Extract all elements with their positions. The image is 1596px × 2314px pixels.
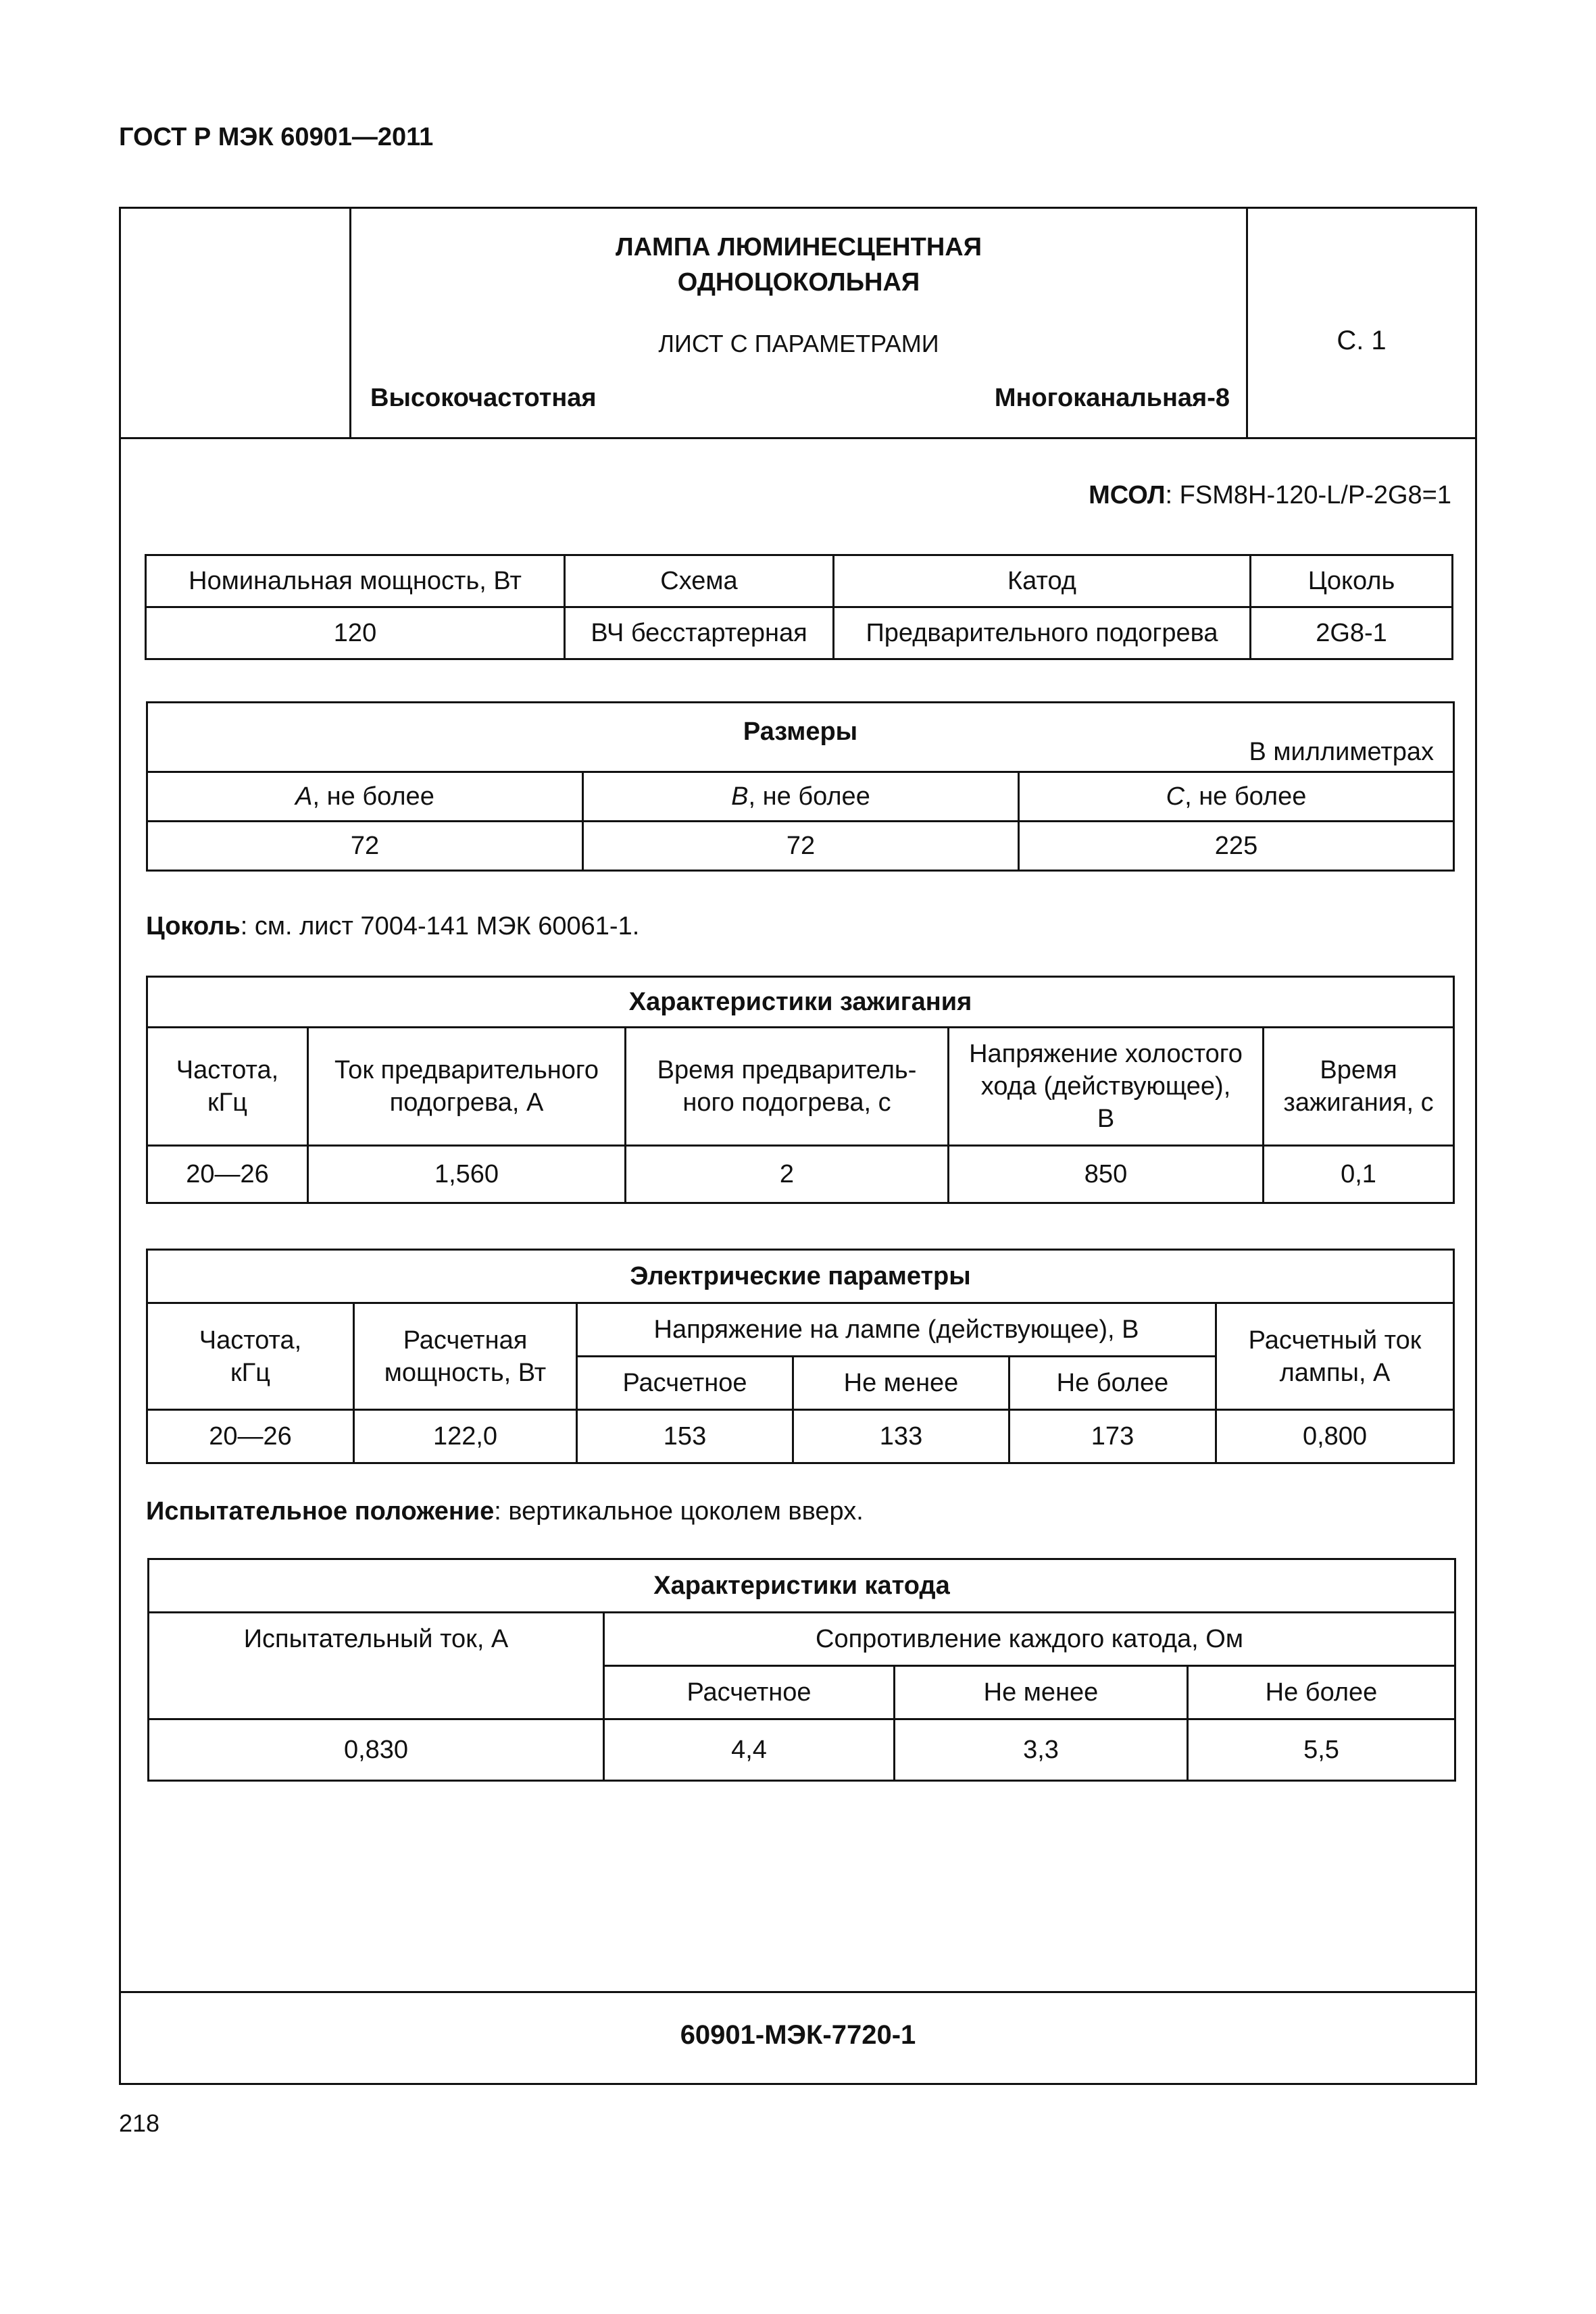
header-left-cell bbox=[119, 207, 351, 439]
header-dim-c bbox=[1019, 772, 1454, 822]
header-voltage-rated: Расчетное bbox=[577, 1357, 793, 1410]
cathode-title: Характеристики катода bbox=[149, 1559, 1455, 1613]
resistance-min-value: 3,3 bbox=[895, 1719, 1188, 1781]
header-resistance-max: Не более bbox=[1188, 1666, 1455, 1719]
ignition-title: Характеристики зажигания bbox=[147, 977, 1454, 1028]
dim-a-value: 72 bbox=[147, 822, 583, 871]
header-cathode: Катод bbox=[834, 555, 1251, 607]
header-resistance-min: Не менее bbox=[895, 1666, 1188, 1719]
header-dim-b bbox=[583, 772, 1019, 822]
table-row bbox=[147, 822, 1454, 871]
ilcos-separator: : bbox=[1165, 481, 1180, 509]
table-row bbox=[147, 1146, 1454, 1203]
base-note-text: : см. лист 7004-141 МЭК 60061-1. bbox=[240, 912, 640, 940]
dim-b-value: 72 bbox=[583, 822, 1019, 871]
header-circuit: Схема bbox=[565, 555, 834, 607]
header-frequency: Частота, кГц bbox=[147, 1303, 354, 1410]
rated-power-value: 122,0 bbox=[354, 1410, 577, 1463]
electrical-table bbox=[146, 1249, 1455, 1464]
ilcos-label: МСОЛ bbox=[1089, 481, 1166, 509]
sheet-code: 60901-МЭК-7720-1 bbox=[680, 2020, 916, 2050]
table-header-row bbox=[146, 555, 1453, 607]
resistance-max-value: 5,5 bbox=[1188, 1719, 1455, 1781]
table-row bbox=[146, 607, 1453, 659]
ignition-table bbox=[146, 976, 1455, 1204]
base-note bbox=[146, 912, 639, 941]
test-current-value: 0,830 bbox=[149, 1719, 604, 1781]
header-rated-power: Расчетная мощность, Вт bbox=[354, 1303, 577, 1410]
table-header-row bbox=[147, 1028, 1454, 1146]
circuit-value: ВЧ бесстартерная bbox=[565, 607, 834, 659]
table-header-row bbox=[149, 1613, 1455, 1666]
rated-current-value: 0,800 bbox=[1216, 1410, 1454, 1463]
dim-a-suffix: , не более bbox=[312, 782, 434, 811]
frequency-value: 20—26 bbox=[147, 1146, 308, 1203]
header-preheat-time: Время предваритель- ного подогрева, с bbox=[626, 1028, 949, 1146]
test-position-label: Испытательное положение bbox=[146, 1497, 495, 1526]
cathode-value: Предварительного подогрева bbox=[834, 607, 1251, 659]
table-header-row bbox=[147, 1303, 1454, 1357]
voltage-max-value: 173 bbox=[1009, 1410, 1216, 1463]
dim-a-letter: A bbox=[295, 782, 313, 811]
test-position-text: : вертикальное цоколем вверх. bbox=[494, 1497, 864, 1526]
header-dim-a bbox=[147, 772, 583, 822]
resistance-rated-value: 4,4 bbox=[604, 1719, 895, 1781]
operation-mode: Высокочастотная bbox=[370, 384, 597, 412]
header-open-circuit-voltage: Напряжение холостого хода (действующее), В bbox=[949, 1028, 1264, 1146]
header-voltage-max: Не более bbox=[1009, 1357, 1216, 1410]
header-preheat-current: Ток предварительного подогрева, А bbox=[308, 1028, 626, 1146]
dim-c-letter: C bbox=[1166, 782, 1185, 811]
voltage-min-value: 133 bbox=[793, 1410, 1009, 1463]
dim-b-letter: B bbox=[731, 782, 749, 811]
dimensions-unit: В миллиметрах bbox=[1249, 738, 1434, 766]
title-line-2: ОДНОЦОКОЛЬНАЯ bbox=[677, 268, 920, 297]
header-resistance-rated: Расчетное bbox=[604, 1666, 895, 1719]
dim-b-suffix: , не более bbox=[748, 782, 870, 811]
ilcos-code bbox=[811, 481, 1451, 510]
voltage-rated-value: 153 bbox=[577, 1410, 793, 1463]
header-cathode-resistance: Сопротивление каждого катода, Ом bbox=[604, 1613, 1455, 1666]
lamp-type: Многоканальная-8 bbox=[994, 384, 1230, 412]
test-position-note bbox=[146, 1497, 864, 1526]
nominal-power-value: 120 bbox=[146, 607, 565, 659]
header-ignition-time: Время зажигания, с bbox=[1264, 1028, 1454, 1146]
table-header-row bbox=[147, 772, 1454, 822]
open-circuit-voltage-value: 850 bbox=[949, 1146, 1264, 1203]
main-parameters-table bbox=[145, 554, 1453, 660]
header-nominal-power: Номинальная мощность, Вт bbox=[146, 555, 565, 607]
electrical-title: Электрические параметры bbox=[147, 1250, 1454, 1303]
document-code: ГОСТ Р МЭК 60901—2011 bbox=[119, 123, 434, 151]
dimensions-title-cell bbox=[147, 703, 1454, 772]
header-base: Цоколь bbox=[1251, 555, 1453, 607]
dim-c-suffix: , не более bbox=[1184, 782, 1307, 811]
dimensions-title: Размеры bbox=[743, 718, 858, 746]
frequency-value: 20—26 bbox=[147, 1410, 354, 1463]
base-value: 2G8-1 bbox=[1251, 607, 1453, 659]
preheat-time-value: 2 bbox=[626, 1146, 949, 1203]
header-divider bbox=[119, 437, 1477, 439]
header-voltage-min: Не менее bbox=[793, 1357, 1009, 1410]
cathode-table bbox=[147, 1558, 1456, 1782]
header-test-current: Испытательный ток, А bbox=[149, 1613, 604, 1719]
preheat-current-value: 1,560 bbox=[308, 1146, 626, 1203]
base-note-label: Цоколь bbox=[146, 912, 241, 940]
header-rated-current: Расчетный ток лампы, А bbox=[1216, 1303, 1454, 1410]
header-right-cell bbox=[1246, 207, 1477, 439]
sheet-page-number: С. 1 bbox=[1337, 326, 1387, 355]
table-row bbox=[149, 1719, 1455, 1781]
ignition-time-value: 0,1 bbox=[1264, 1146, 1454, 1203]
page-number: 218 bbox=[119, 2109, 160, 2137]
title-line-1: ЛАМПА ЛЮМИНЕСЦЕНТНАЯ bbox=[615, 233, 982, 261]
dim-c-value: 225 bbox=[1019, 822, 1454, 871]
sheet-subtitle: ЛИСТ С ПАРАМЕТРАМИ bbox=[658, 330, 939, 357]
footer-divider bbox=[119, 1991, 1477, 1993]
table-row bbox=[147, 1410, 1454, 1463]
ilcos-value: FSM8H-120-L/P-2G8=1 bbox=[1179, 481, 1451, 509]
header-frequency: Частота, кГц bbox=[147, 1028, 308, 1146]
sheet-title bbox=[351, 230, 1246, 300]
header-lamp-voltage: Напряжение на лампе (действующее), В bbox=[577, 1303, 1216, 1357]
dimensions-table bbox=[146, 701, 1455, 872]
